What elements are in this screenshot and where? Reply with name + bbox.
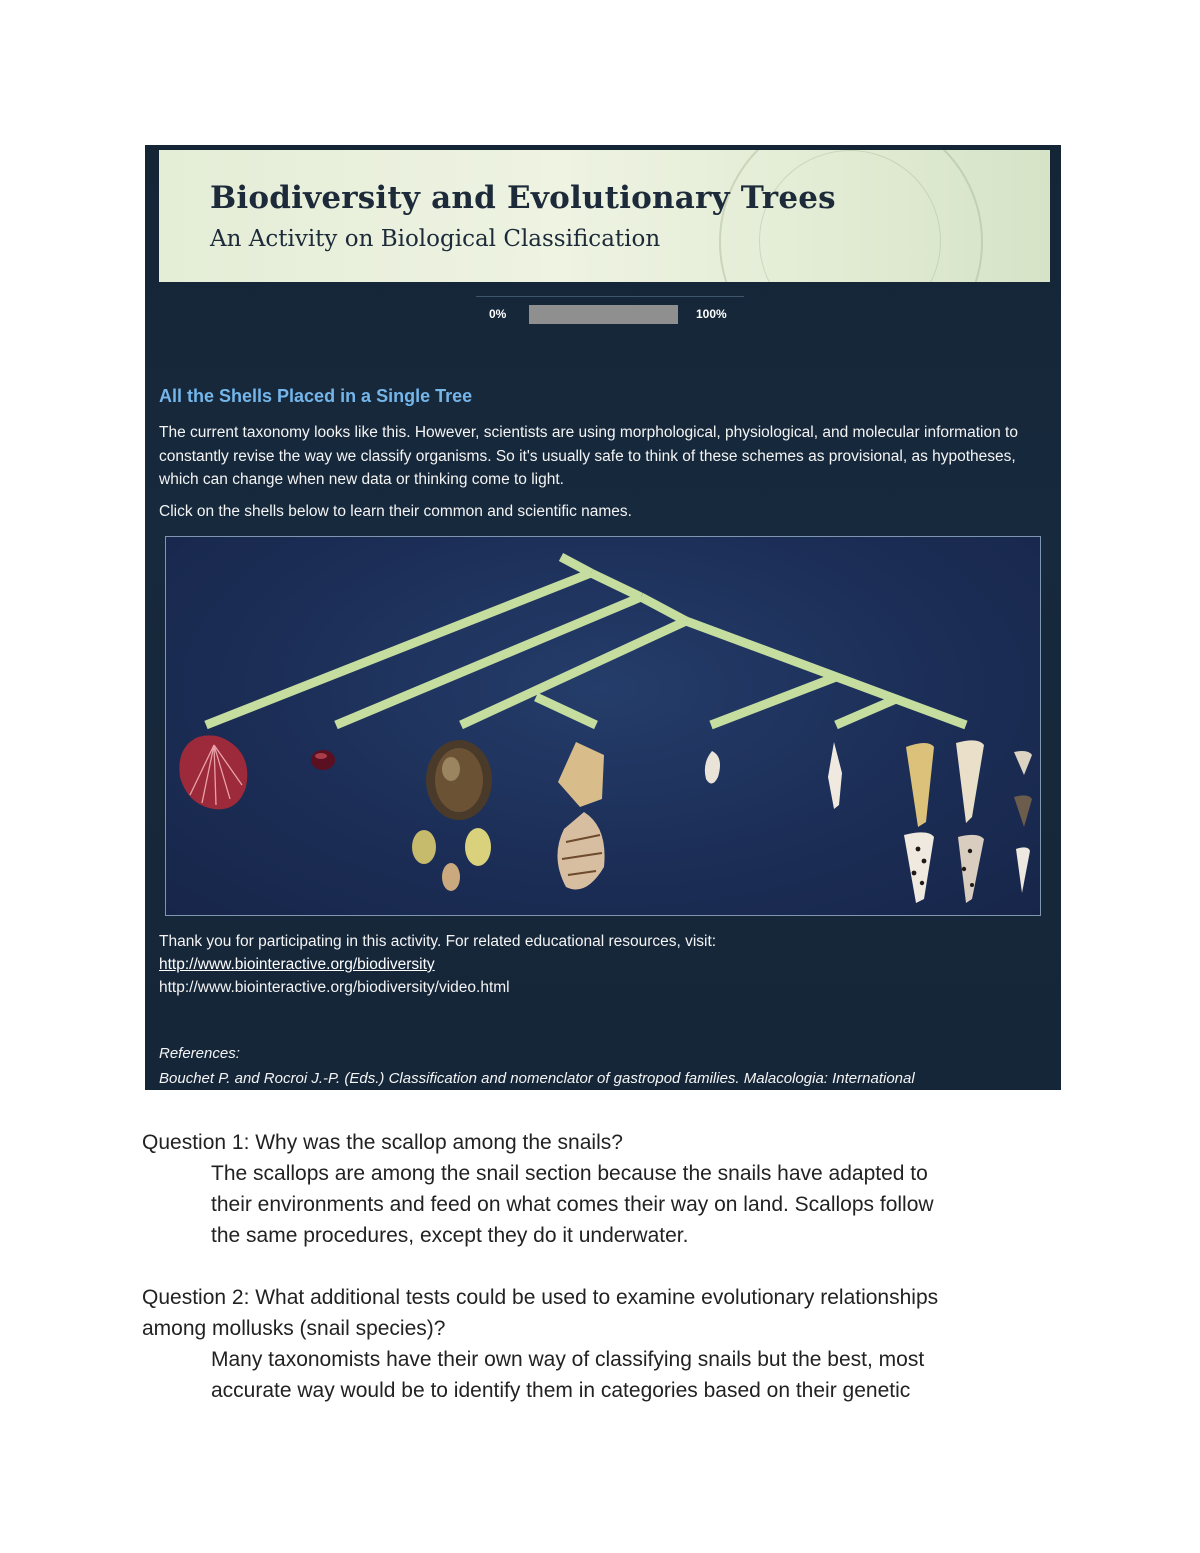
shell-small-white-snail[interactable]: [705, 751, 720, 784]
progress-end-label: 100%: [696, 307, 727, 321]
shell-small-red-snail[interactable]: [311, 750, 335, 770]
references-heading: References:: [159, 1045, 240, 1062]
branch-snails: [591, 573, 641, 597]
thanks-text: Thank you for participating in this activity. For related educational resources, visit:: [159, 933, 717, 950]
branch-murex: [536, 697, 596, 725]
shell-spindle-snail[interactable]: [828, 742, 842, 809]
evolutionary-tree: [166, 537, 1041, 916]
shell-murex-group[interactable]: [557, 742, 604, 890]
shell-cone-group[interactable]: [904, 740, 1032, 903]
evolutionary-tree-panel: [165, 536, 1041, 916]
answer-1-line-1: The scallops are among the snail section because the snails have adapted to: [211, 1162, 928, 1185]
branch-spindle: [836, 699, 896, 725]
title-banner: [159, 150, 1050, 282]
activity-screenshot: [145, 145, 1061, 1090]
shell-cowrie-group[interactable]: [412, 740, 492, 891]
branch-right-clade: [686, 621, 966, 725]
banner-title: Biodiversity and Evolutionary Trees: [210, 180, 836, 216]
answer-1-line-3: the same procedures, except they do it underwater.: [211, 1224, 689, 1247]
progress-divider: [476, 296, 744, 297]
answer-2-line-1: Many taxonomists have their own way of classifying snails but the best, most: [211, 1348, 925, 1371]
section-title: All the Shells Placed in a Single Tree: [159, 386, 473, 406]
tree-branches: [206, 557, 966, 725]
answer-2-line-2: accurate way would be to identify them in categories based on their genetic: [211, 1379, 911, 1402]
progress-bar-fill: [529, 305, 678, 324]
branch-small-white-snail: [711, 677, 836, 725]
question-2-line-2: among mollusks (snail species)?: [142, 1317, 446, 1340]
section-instruction: Click on the shells below to learn their common and scientific names.: [159, 503, 632, 520]
branch-inner: [641, 597, 686, 621]
reference-item: Bouchet P. and Rocroi J.-P. (Eds.) Classification and nomenclator of gastropod families. Malacologia: International: [159, 1070, 915, 1087]
biodiversity-link[interactable]: http://www.biointeractive.org/biodiversity: [159, 956, 435, 973]
progress-start-label: 0%: [489, 307, 507, 321]
question-2-line-1: Question 2: What additional tests could be used to examine evolutionary relationships: [142, 1286, 939, 1309]
question-1: Question 1: Why was the scallop among the snails?: [142, 1131, 623, 1154]
banner-subtitle: An Activity on Biological Classification: [210, 226, 661, 252]
video-link[interactable]: http://www.biointeractive.org/biodiversity/video.html: [159, 979, 510, 996]
progress-bar: [529, 305, 678, 324]
answer-1-line-2: their environments and feed on what comes their way on land. Scallops follow: [211, 1193, 934, 1216]
thanks-block: [159, 930, 716, 999]
branch-cowrie-murex: [461, 621, 686, 725]
shell-scallop[interactable]: [179, 735, 247, 809]
section-paragraph: The current taxonomy looks like this. However, scientists are using morphological, physiological, and molecular information to constantly revise the way we classify organisms. So it's usually safe to think of these schemes as provisional, as hypotheses, which can change when new data or thinking come to light.: [159, 424, 1018, 488]
